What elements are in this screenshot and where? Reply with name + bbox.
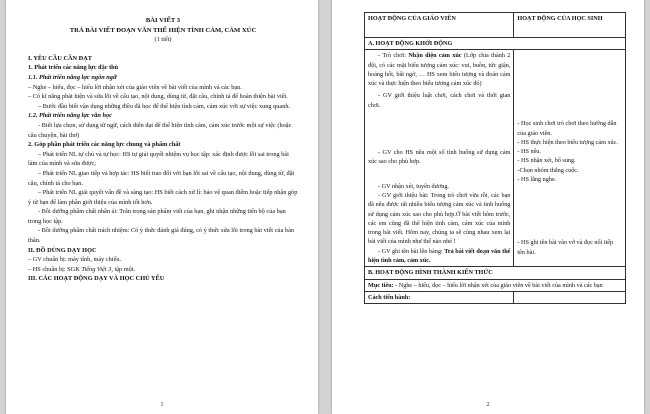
table-paragraph: - GV nhận xét, tuyên dương. (378, 182, 449, 190)
paragraph: - Bồi dưỡng phẩm chất nhân ái: Trân trọng sản phẩm viết của bạn, ghi nhận những tiến bộ của bạn trong học tập. (28, 208, 286, 225)
textbook-title: Tiếng Việt 3 (81, 265, 112, 273)
method-cell (365, 291, 514, 303)
page-1-content (28, 16, 298, 284)
lesson-name: Trả bài viết đoạn văn thể hiện tình cảm, cảm xúc. (368, 247, 511, 265)
lesson-duration: (1 tiết) (154, 36, 172, 44)
column-header-student: HOẠT ĐỘNG CỦA HỌC SINH (514, 13, 626, 38)
table-paragraph: - GV giới thiệu bài: Trong trò chơi vừa rồi, các bạn đã nêu được rất nhiều biểu tượng cảm xúc và tình huống sử dụng cảm xúc sao cho phù hợp.Ở bài viết hôm trước, các em cũng đã thể hiện tình cảm, cảm xúc của mình trong bài viết. Hôm nay, chúng ta sẽ cùng nhau xem lại bài viết của mình như thế nào nhé ! (368, 191, 511, 246)
table-section-row (365, 267, 626, 279)
student-activities-cell (514, 50, 626, 267)
text-run: , tập một. (111, 265, 136, 273)
paragraph: – Có kĩ năng phát hiện và sửa lỗi về cấu tạo, nội dung, dùng từ, đặt câu, chính tả để hoàn thiện bài viết. (28, 93, 288, 101)
table-paragraph: - HS nêu. (517, 148, 541, 156)
lesson-label: BÀI VIẾT 3 (145, 17, 181, 24)
paragraph: - Biết lựa chọn, sử dụng từ ngữ, cách diễn đạt để thể hiện tình cảm, cảm xúc trước một sự việc (hoặc câu chuyện, bài thơ) (28, 121, 292, 139)
section-heading-requirements: I. YÊU CẦU CẦN ĐẠT (28, 54, 92, 62)
section-warmup: A. HOẠT ĐỘNG KHỞI ĐỘNG (365, 38, 626, 50)
table-paragraph: - GV cho HS nêu một số tình huống sử dụng cảm xúc sao cho phù hợp. (368, 149, 511, 166)
section-heading-activities: III. CÁC HOẠT ĐỘNG DẠY VÀ HỌC CHỦ YẾU (28, 275, 165, 283)
paragraph (28, 265, 298, 275)
text-run: - Trò chơi: (378, 52, 409, 60)
paragraph: - Bồi dưỡng phẩm chất trách nhiệm: Có ý thức đánh giá đúng, có ý thức sửa lỗi trong bài viết của bản thân. (28, 227, 295, 245)
text-run: (Lớp chia thành 2 đội, có các mặt biểu tượng cảm xúc: vui, buồn, tức giận, hoảng hốt, bất ngờ, … HS xem biểu tượng và đoán cảm xúc và thực hiện theo biểu tượng cảm xúc đó) (368, 52, 511, 88)
subheading-general-competencies: 2. Góp phần phát triển các năng lực chung và phẩm chất (28, 141, 181, 149)
table-paragraph: -Chọn nhóm thắng cuộc. (517, 166, 579, 174)
document-page-2 (332, 0, 644, 414)
paragraph: – Nghe – hiểu, đọc – hiểu lời nhận xét của giáo viên về bài viết của mình và các bạn. (28, 83, 242, 91)
table-row (365, 279, 626, 291)
table-paragraph (368, 247, 510, 266)
table-paragraph: - GV giới thiệu luật chơi, cách chơi và thời gian chơi. (368, 92, 511, 109)
table-header-row (365, 13, 626, 38)
activity-table (364, 12, 626, 304)
subheading-literary-competency: 1.2. Phát triển năng lực văn học (28, 112, 112, 120)
document-page-1 (6, 0, 318, 414)
subheading-language-competency: 1.1. Phát triển năng lực ngôn ngữ (28, 73, 117, 81)
text-run: – HS chuẩn bị: SGK (28, 265, 82, 273)
method-label: Cách tiến hành: (368, 293, 411, 301)
goal-label: Mục tiêu: (368, 281, 396, 289)
text-run: - GV ghi tên bài lên bảng: (378, 247, 445, 255)
page-number: 1 (160, 401, 164, 408)
game-name: Nhận diện cảm xúc (408, 52, 462, 60)
table-paragraph: - HS ghi tên bài vào vở và đọc nối tiếp tên bài. (517, 239, 614, 256)
table-paragraph (368, 51, 510, 88)
paragraph: – Phát triển NL giao tiếp và hợp tác: HS biết trao đổi với bạn lỗi sai về cấu tạo, nội dung, dùng từ, đặt câu, chính tả cho bạn. (28, 169, 295, 187)
goal-text: - Nghe – hiểu, đọc – hiểu lời nhận xét của giáo viên về bài viết của mình và các bạn (395, 281, 603, 289)
paragraph: – Phát triển NL tự chủ và tự học: HS tự giải quyết nhiệm vụ học tập: xác định được lỗi sai trong bài làm của mình và sửa được; (28, 150, 289, 168)
table-row (365, 291, 626, 303)
table-paragraph: - Học sinh chơi trò chơi theo hướng dẫn của giáo viên. (517, 120, 617, 137)
lesson-title: TRẢ BÀI VIẾT ĐOẠN VĂN THỂ HIỆN TÌNH CẢM, CẢM XÚC (69, 26, 257, 34)
section-knowledge: B. HOẠT ĐỘNG HÌNH THÀNH KIẾN THỨC (365, 267, 626, 279)
teacher-activities-cell (365, 50, 514, 267)
paragraph: – Bước đầu biết vận dụng những điều đã học để thể hiện tình cảm, cảm xúc với sự việc xung quanh. (38, 102, 291, 110)
table-paragraph: - HS thực hiện theo biểu tượng cảm xúc. (517, 138, 618, 146)
column-header-teacher: HOẠT ĐỘNG CỦA GIÁO VIÊN (365, 13, 514, 38)
goal-cell (365, 279, 626, 291)
empty-cell (514, 291, 626, 303)
page-number: 2 (486, 401, 490, 408)
table-paragraph: - HS nhận xét, bổ sung. (517, 157, 576, 165)
table-row (365, 50, 626, 267)
table-paragraph: - HS lắng nghe. (517, 176, 557, 184)
section-heading-materials: II. ĐỒ DÙNG DẠY HỌC (28, 246, 97, 254)
paragraph: – Phát triển NL giải quyết vấn đề và sáng tạo: HS biết cách xử lí: bảo vệ quan điểm hoặc tiếp nhận góp ý từ bạn để làm phần giới thiệu của mình tốt hơn. (28, 189, 298, 206)
table-section-row (365, 38, 626, 50)
subheading-specific-competencies: 1. Phát triển các năng lực đặc thù (28, 64, 119, 72)
paragraph: – GV chuẩn bị: máy tính, máy chiếu. (28, 256, 122, 264)
